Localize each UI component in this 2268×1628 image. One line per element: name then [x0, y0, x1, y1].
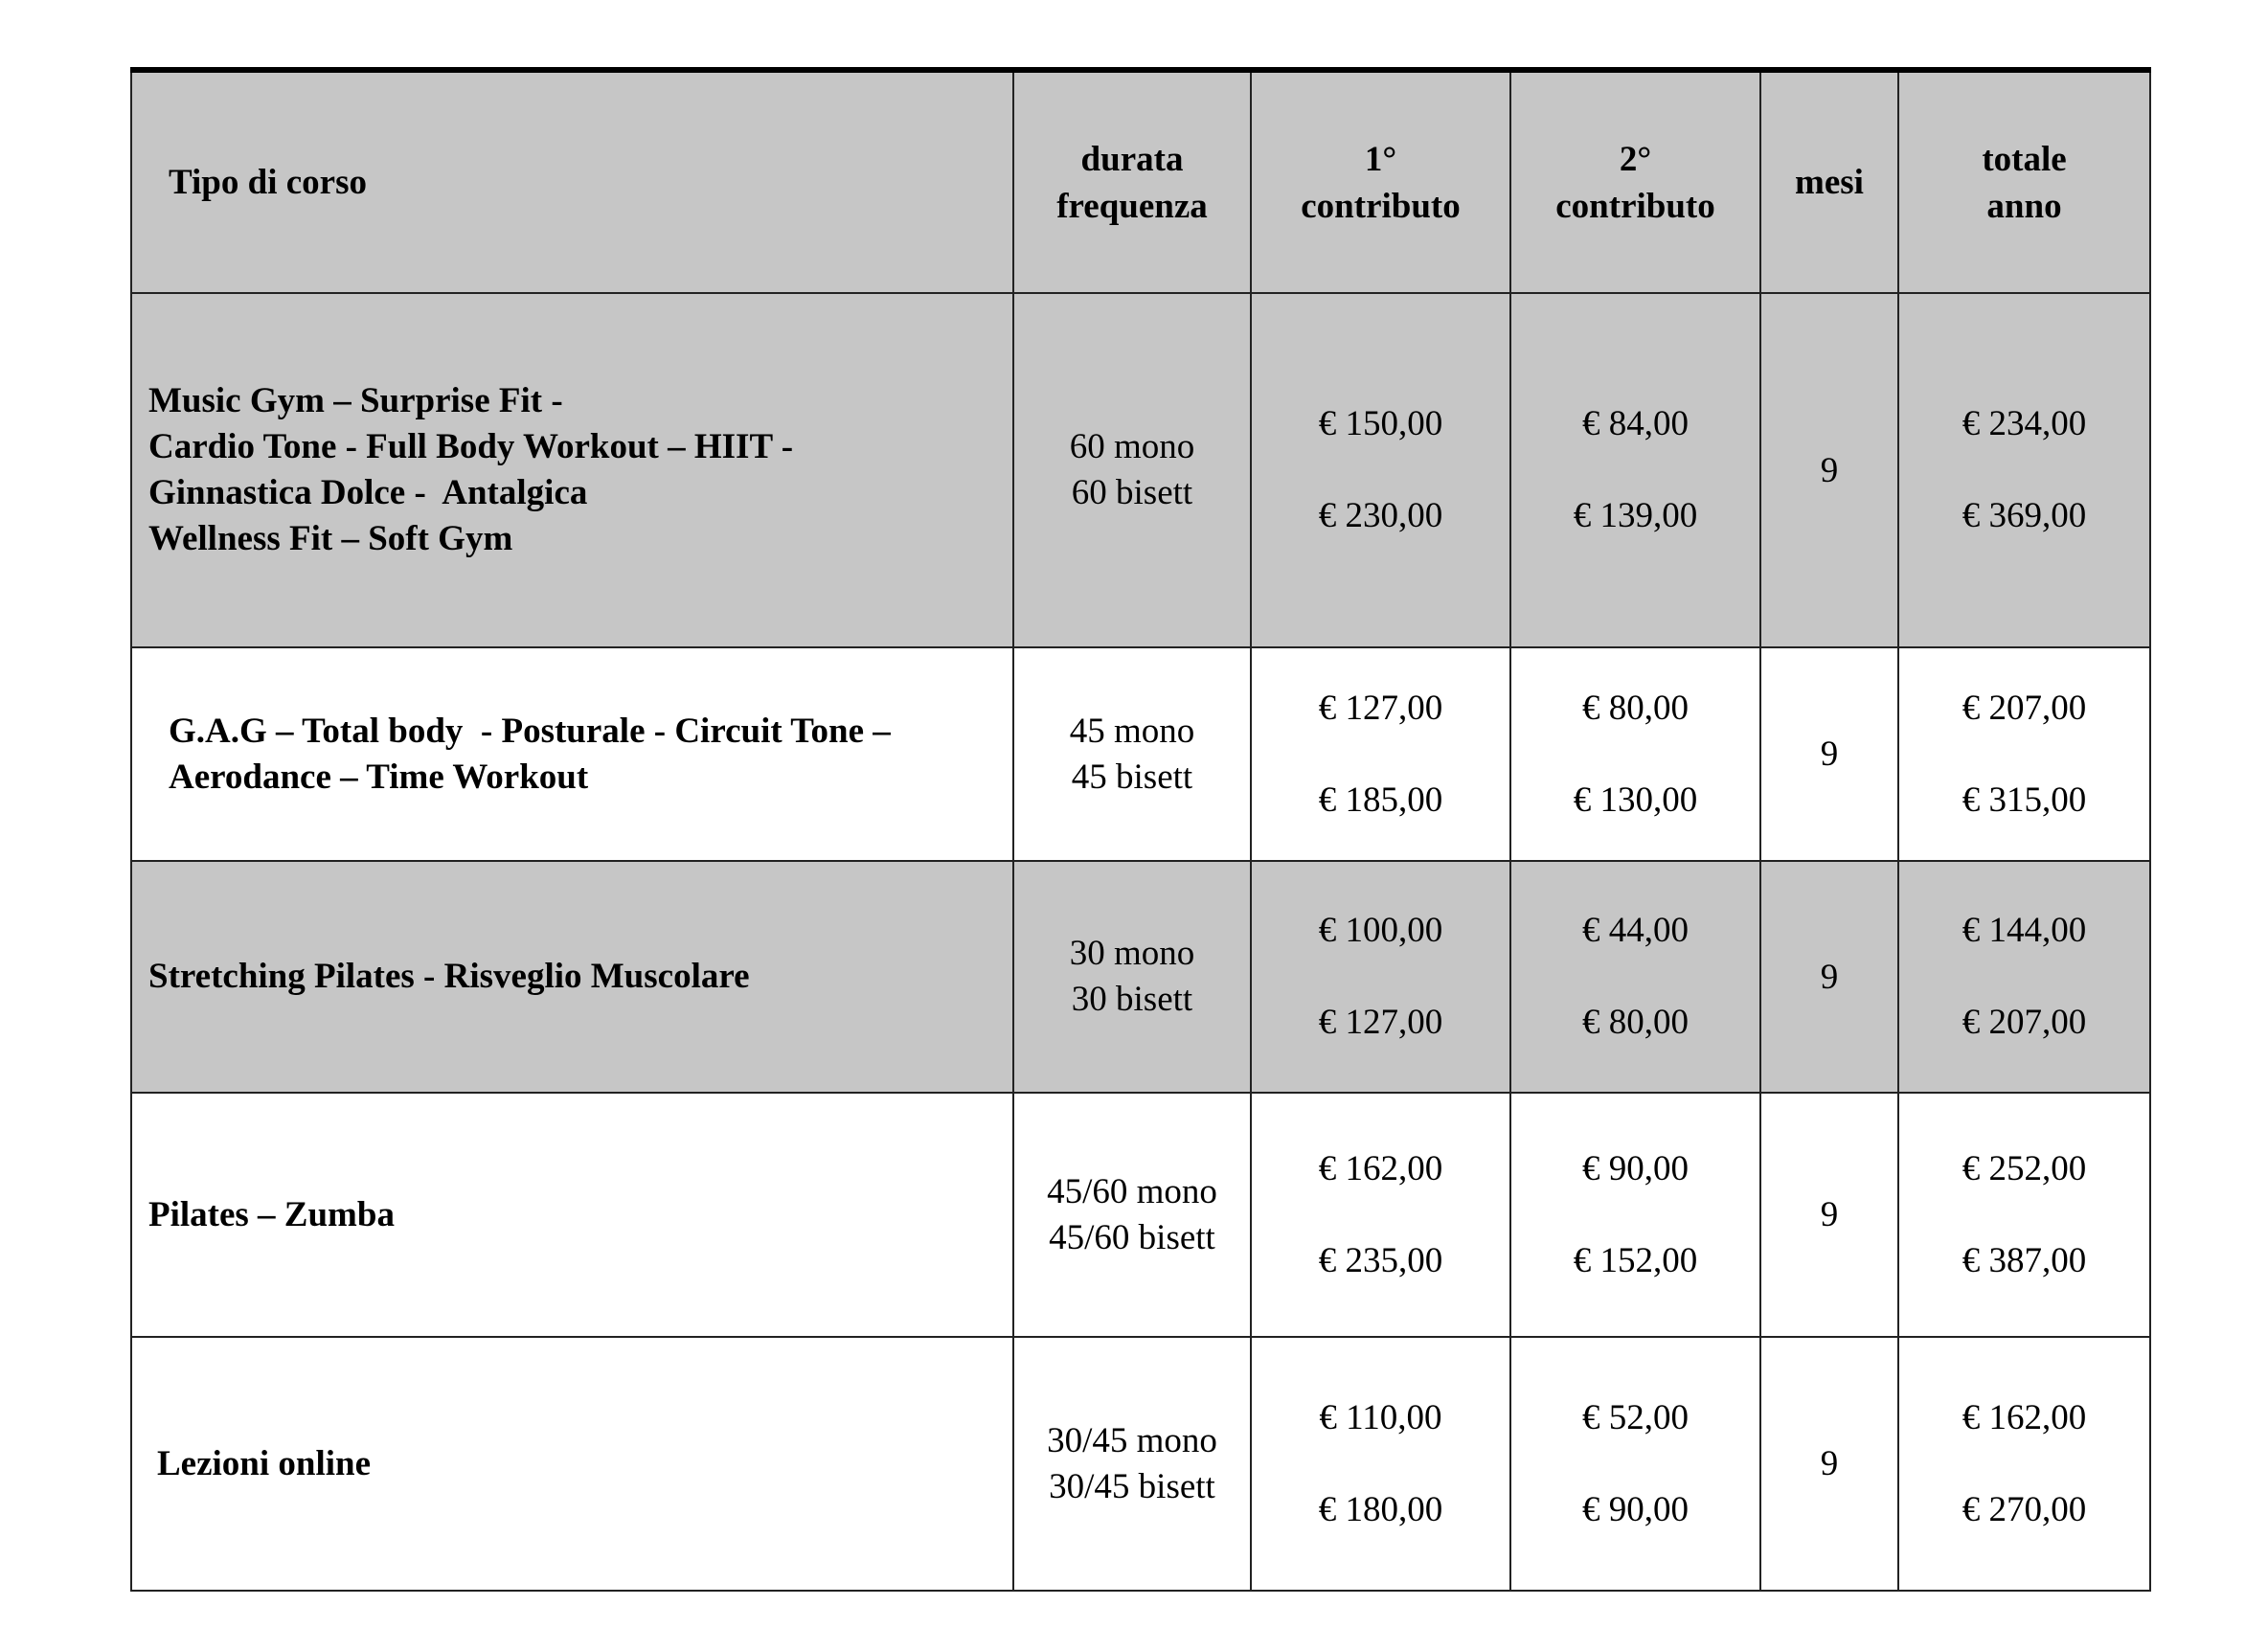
contributo2-mono: € 52,00: [1582, 1397, 1689, 1437]
mesi-cell: 9: [1760, 293, 1898, 647]
contributo1-mono: € 162,00: [1318, 1148, 1443, 1188]
durata-cell: [1013, 1337, 1251, 1591]
totale-mono: € 234,00: [1962, 404, 2087, 443]
contributo2-cell: [1510, 647, 1760, 861]
contributo1-bisett: € 180,00: [1318, 1489, 1443, 1529]
durata-bisett: 45/60 bisett: [1049, 1217, 1215, 1257]
contributo2-mono: € 84,00: [1582, 404, 1689, 443]
course-name-cell: [131, 293, 1013, 647]
durata-mono: 45 mono: [1069, 711, 1195, 751]
durata-bisett: 45 bisett: [1071, 757, 1193, 797]
header-totale-line-1: totale: [1982, 139, 2067, 179]
totale-cell: [1898, 647, 2150, 861]
totale-bisett: € 270,00: [1962, 1489, 2087, 1529]
course-line: Ginnastica Dolce - Antalgica: [148, 473, 588, 512]
durata-cell: [1013, 1093, 1251, 1337]
totale-bisett: € 387,00: [1962, 1240, 2087, 1280]
contributo2-bisett: € 130,00: [1573, 780, 1698, 820]
header-contributo2-line-2: contributo: [1555, 186, 1715, 226]
totale-cell: [1898, 1337, 2150, 1591]
contributo2-mono: € 80,00: [1582, 688, 1689, 728]
table-row: [131, 293, 2150, 647]
durata-cell: [1013, 293, 1251, 647]
durata-bisett: 30 bisett: [1071, 980, 1193, 1019]
contributo2-bisett: € 90,00: [1582, 1489, 1689, 1529]
header-tipo-di-corso: Tipo di corso: [131, 70, 1013, 293]
header-mesi: mesi: [1760, 70, 1898, 293]
contributo1-bisett: € 127,00: [1318, 1003, 1443, 1042]
contributo1-mono: € 127,00: [1318, 688, 1443, 728]
mesi-cell: 9: [1760, 1093, 1898, 1337]
header-row: [131, 70, 2150, 293]
course-line: Lezioni online: [157, 1443, 372, 1483]
totale-cell: [1898, 1093, 2150, 1337]
contributo2-bisett: € 152,00: [1573, 1240, 1698, 1280]
course-line: Pilates – Zumba: [148, 1194, 395, 1234]
header-durata-line-2: frequenza: [1056, 186, 1208, 226]
contributo1-bisett: € 185,00: [1318, 780, 1443, 820]
mesi-cell: 9: [1760, 647, 1898, 861]
totale-mono: € 207,00: [1962, 688, 2087, 728]
totale-mono: € 162,00: [1962, 1397, 2087, 1437]
table-row: [131, 861, 2150, 1093]
contributo1-cell: [1251, 1093, 1510, 1337]
durata-bisett: 30/45 bisett: [1049, 1466, 1215, 1506]
contributo2-bisett: € 80,00: [1582, 1003, 1689, 1042]
header-contributo1-line-2: contributo: [1301, 186, 1461, 226]
course-name-cell: [131, 1093, 1013, 1337]
course-line: Music Gym – Surprise Fit -: [148, 381, 563, 420]
totale-bisett: € 369,00: [1962, 496, 2087, 535]
mesi-cell: 9: [1760, 1337, 1898, 1591]
contributo1-cell: [1251, 861, 1510, 1093]
course-name-cell: [131, 647, 1013, 861]
table-row: [131, 1337, 2150, 1591]
course-line: Stretching Pilates - Risveglio Muscolare: [148, 957, 750, 996]
contributo2-cell: [1510, 861, 1760, 1093]
table-row: [131, 647, 2150, 861]
contributo2-mono: € 44,00: [1582, 911, 1689, 950]
course-name-cell: [131, 861, 1013, 1093]
totale-cell: [1898, 293, 2150, 647]
header-contributo2-line-1: 2°: [1619, 139, 1652, 179]
header-contributo1-line-1: 1°: [1364, 139, 1397, 179]
course-line: Wellness Fit – Soft Gym: [148, 519, 513, 558]
contributo1-bisett: € 230,00: [1318, 496, 1443, 535]
durata-cell: [1013, 861, 1251, 1093]
contributo1-cell: [1251, 647, 1510, 861]
course-line: Cardio Tone - Full Body Workout – HIIT -: [148, 427, 794, 466]
durata-mono: 30 mono: [1069, 934, 1195, 973]
durata-mono: 30/45 mono: [1047, 1420, 1217, 1460]
contributo1-mono: € 150,00: [1318, 404, 1443, 443]
durata-mono: 60 mono: [1069, 427, 1195, 466]
totale-bisett: € 315,00: [1962, 780, 2087, 820]
contributo2-bisett: € 139,00: [1573, 496, 1698, 535]
contributo2-cell: [1510, 1093, 1760, 1337]
contributo2-cell: [1510, 293, 1760, 647]
totale-cell: [1898, 861, 2150, 1093]
table-row: [131, 1093, 2150, 1337]
contributo2-cell: [1510, 1337, 1760, 1591]
course-line: G.A.G – Total body - Posturale - Circuit Tone –: [169, 711, 891, 751]
header-secondo-contributo: [1510, 70, 1760, 293]
durata-mono: 45/60 mono: [1047, 1171, 1217, 1211]
course-name-cell: [131, 1337, 1013, 1591]
contributo1-bisett: € 235,00: [1318, 1240, 1443, 1280]
mesi-cell: 9: [1760, 861, 1898, 1093]
header-durata-frequenza: [1013, 70, 1251, 293]
durata-bisett: 60 bisett: [1071, 473, 1193, 512]
totale-mono: € 144,00: [1962, 911, 2087, 950]
course-line: Aerodance – Time Workout: [169, 757, 589, 797]
totale-bisett: € 207,00: [1962, 1003, 2087, 1042]
contributo1-cell: [1251, 1337, 1510, 1591]
contributo1-cell: [1251, 293, 1510, 647]
header-totale-anno: [1898, 70, 2150, 293]
header-durata-line-1: durata: [1080, 139, 1184, 179]
durata-cell: [1013, 647, 1251, 861]
contributo1-mono: € 110,00: [1319, 1397, 1442, 1437]
totale-mono: € 252,00: [1962, 1148, 2087, 1188]
course-price-table: [130, 67, 2151, 1592]
header-primo-contributo: [1251, 70, 1510, 293]
header-totale-line-2: anno: [1986, 186, 2062, 226]
contributo2-mono: € 90,00: [1582, 1148, 1689, 1188]
contributo1-mono: € 100,00: [1318, 911, 1443, 950]
